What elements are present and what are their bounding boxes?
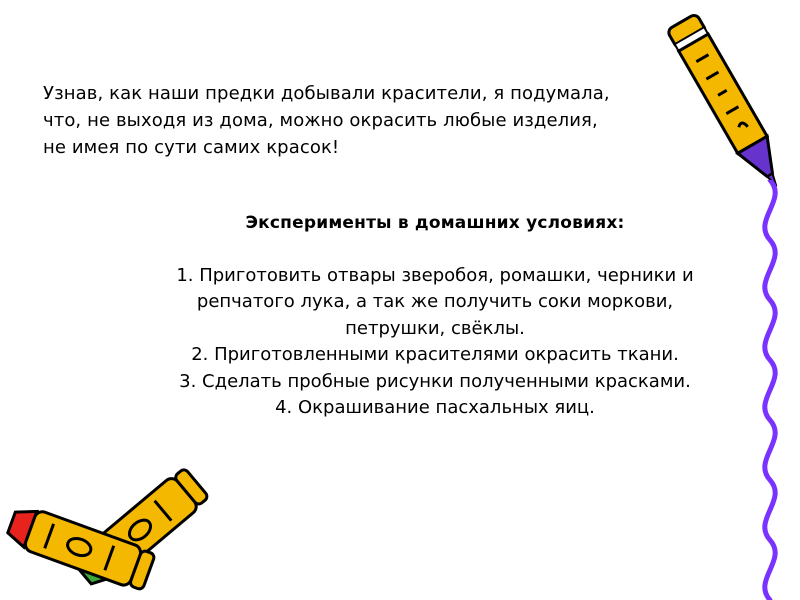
experiments-block xyxy=(135,210,735,422)
experiments-line-2: репчатого лука, а так же получить соки моркови, xyxy=(196,291,674,312)
experiments-line-5: 3. Сделать пробные рисунки полученными красками. xyxy=(179,370,691,392)
intro-line-2: что, не выходя из дома, можно окрасить любые изделия, xyxy=(43,110,598,131)
experiments-line-6: 4. Окрашивание пасхальных яиц. xyxy=(275,397,595,418)
crayon-red-icon xyxy=(0,505,175,600)
experiments-line-4: 2. Приготовленными красителями окрасить ткани. xyxy=(191,344,679,365)
intro-line-1: Узнав, как наши предки добывали красители, я подумала, xyxy=(43,83,610,104)
experiments-heading: Эксперименты в домашних условиях: xyxy=(245,213,625,233)
experiments-line-1: 1. Приготовить отвары зверобоя, ромашки, черники и xyxy=(176,264,694,286)
pencil-icon xyxy=(660,0,790,190)
experiments-line-3: петрушки, свёклы. xyxy=(345,317,525,339)
intro-paragraph xyxy=(43,80,683,161)
squiggle-line xyxy=(740,180,800,600)
intro-line-3: не имея по сути самих красок! xyxy=(43,137,340,158)
